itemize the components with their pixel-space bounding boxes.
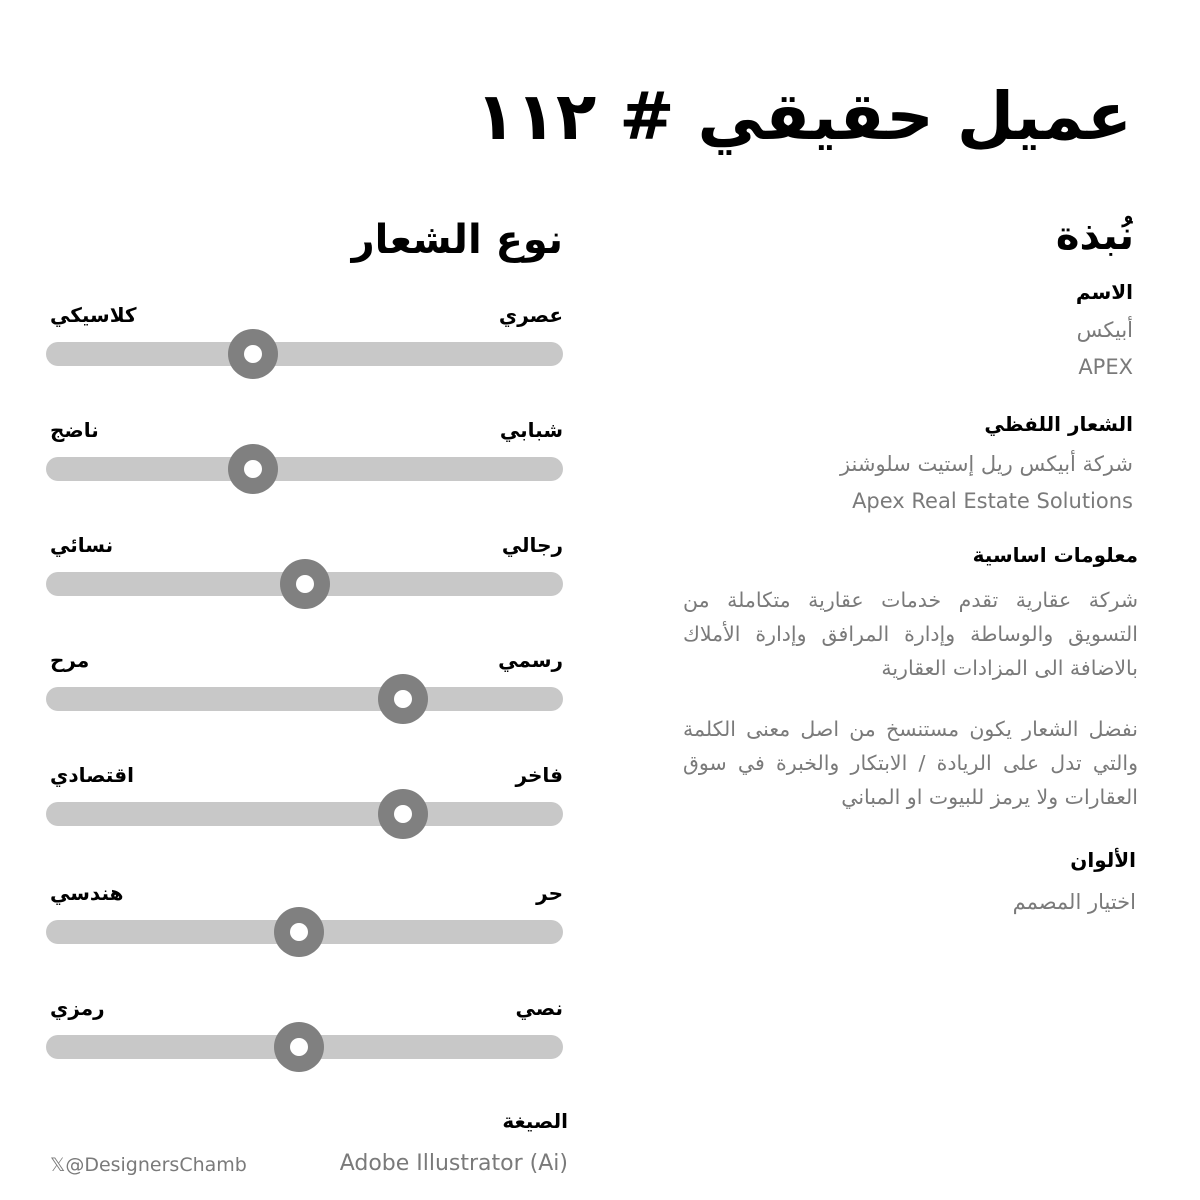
slider-track[interactable] xyxy=(46,342,563,366)
slider-left-label: هندسي xyxy=(50,881,124,905)
slider-right-label: فاخر xyxy=(515,763,563,787)
footer-credit xyxy=(50,1147,247,1184)
basic-info-label: معلومات اساسية xyxy=(972,543,1138,567)
wordmark-english: Apex Real Estate Solutions xyxy=(852,489,1133,513)
slider-knob[interactable] xyxy=(228,329,278,379)
footer-handle[interactable]: @DesignersChamb xyxy=(65,1154,247,1176)
slider-row xyxy=(46,300,563,400)
x-logo-icon: 𝕏 xyxy=(50,1154,66,1176)
basic-info-paragraph-1: شركة عقارية تقدم خدمات عقارية متكاملة من التسويق والوساطة وإدارة المرافق وإدارة الأملاك بالاضافة الى المزادات العقارية xyxy=(683,588,1138,680)
slider-knob[interactable] xyxy=(274,1022,324,1072)
slider-right-label: رسمي xyxy=(498,648,563,672)
slider-knob[interactable] xyxy=(274,907,324,957)
slider-right-label: رجالي xyxy=(501,533,563,557)
page-title: عميل حقيقي # ١١٢ xyxy=(475,78,1132,155)
slider-knob[interactable] xyxy=(280,559,330,609)
slider-left-label: كلاسيكي xyxy=(50,303,137,327)
slider-knob[interactable] xyxy=(228,444,278,494)
slider-track[interactable] xyxy=(46,687,563,711)
name-english: APEX xyxy=(1078,355,1133,379)
slider-row xyxy=(46,415,563,515)
slider-left-label: اقتصادي xyxy=(50,763,134,787)
slider-right-label: نصي xyxy=(515,996,563,1020)
format-label: الصيغة xyxy=(502,1109,568,1133)
slider-right-label: عصري xyxy=(498,303,563,327)
slider-row xyxy=(46,993,563,1093)
slider-left-label: ناضج xyxy=(50,418,99,442)
slider-knob[interactable] xyxy=(378,674,428,724)
slider-right-label: حر xyxy=(536,881,563,905)
name-arabic: أبيكس xyxy=(1076,318,1133,342)
name-label: الاسم xyxy=(1075,280,1133,304)
logo-type-heading: نوع الشعار xyxy=(351,217,563,263)
slider-left-label: مرح xyxy=(50,648,90,672)
format-value: Adobe Illustrator (Ai) xyxy=(339,1151,568,1176)
colors-label: الألوان xyxy=(1070,848,1136,872)
slider-knob[interactable] xyxy=(378,789,428,839)
slider-row xyxy=(46,878,563,978)
brief-heading: نُبذة xyxy=(1055,213,1134,259)
slider-track[interactable] xyxy=(46,802,563,826)
slider-track[interactable] xyxy=(46,457,563,481)
slider-left-label: رمزي xyxy=(50,996,105,1020)
slider-row xyxy=(46,760,563,860)
colors-value: اختيار المصمم xyxy=(1012,890,1136,914)
basic-info-paragraph-2: نفضل الشعار يكون مستنسخ من اصل معنى الكلمة والتي تدل على الريادة / الابتكار والخبرة في سوق العقارات ولا يرمز للبيوت او المباني xyxy=(683,717,1138,809)
wordmark-label: الشعار اللفظي xyxy=(984,412,1133,436)
slider-row xyxy=(46,530,563,630)
wordmark-arabic: شركة أبيكس ريل إستيت سلوشنز xyxy=(839,452,1133,476)
slider-row xyxy=(46,645,563,745)
slider-left-label: نسائي xyxy=(50,533,114,557)
slider-right-label: شبابي xyxy=(499,418,563,442)
